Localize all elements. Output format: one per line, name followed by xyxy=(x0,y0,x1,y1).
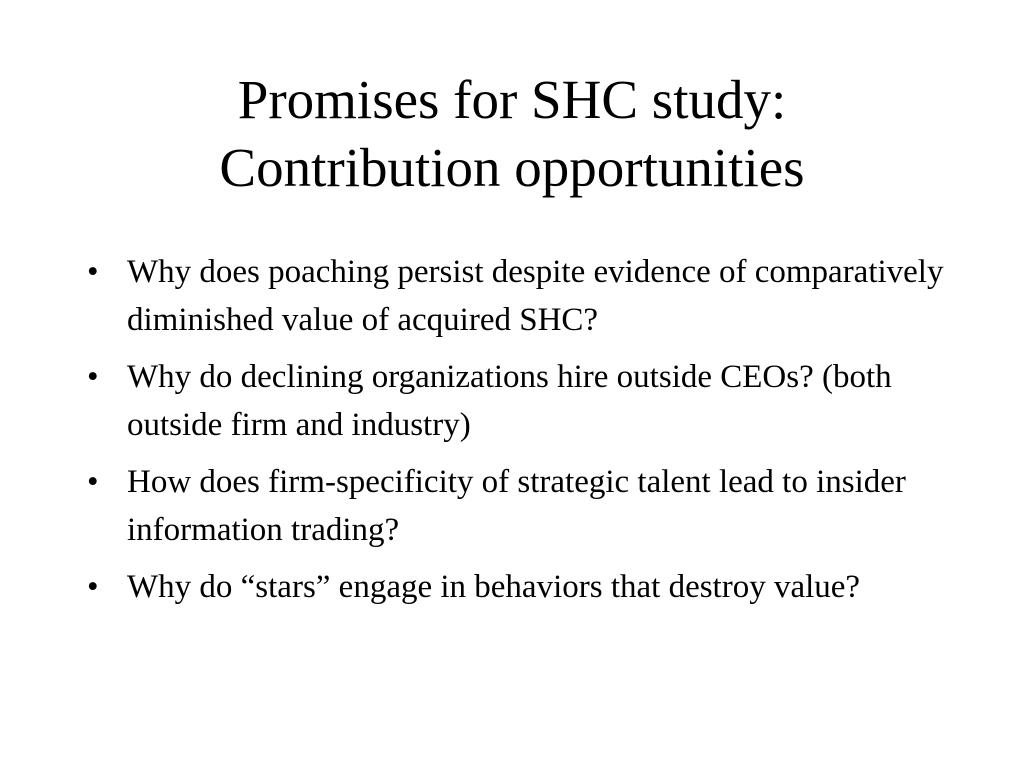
bullet-text: How does firm-specificity of strategic talent lead to insider information trading? xyxy=(127,464,906,548)
bullet-item-2 xyxy=(80,353,960,449)
bullet-item-1 xyxy=(80,248,960,344)
bullet-list xyxy=(80,248,960,620)
bullet-text: Why do declining organizations hire outside CEOs? (both outside firm and industry) xyxy=(127,359,892,443)
bullet-item-4 xyxy=(80,563,960,611)
bullet-marker: • xyxy=(87,254,99,290)
slide-title-line-1: Promises for SHC study: xyxy=(237,69,787,130)
bullet-text: Why do “stars” engage in behaviors that destroy value? xyxy=(127,569,861,605)
bullet-marker: • xyxy=(87,569,99,605)
bullet-marker: • xyxy=(87,464,99,500)
slide-title-line-2: Contribution opportunities xyxy=(219,137,805,198)
slide-title xyxy=(0,66,1024,202)
bullet-text: Why does poaching persist despite evidence of comparatively diminished value of acquired SHC? xyxy=(127,254,944,338)
bullet-item-3 xyxy=(80,458,960,554)
bullet-marker: • xyxy=(87,359,99,395)
